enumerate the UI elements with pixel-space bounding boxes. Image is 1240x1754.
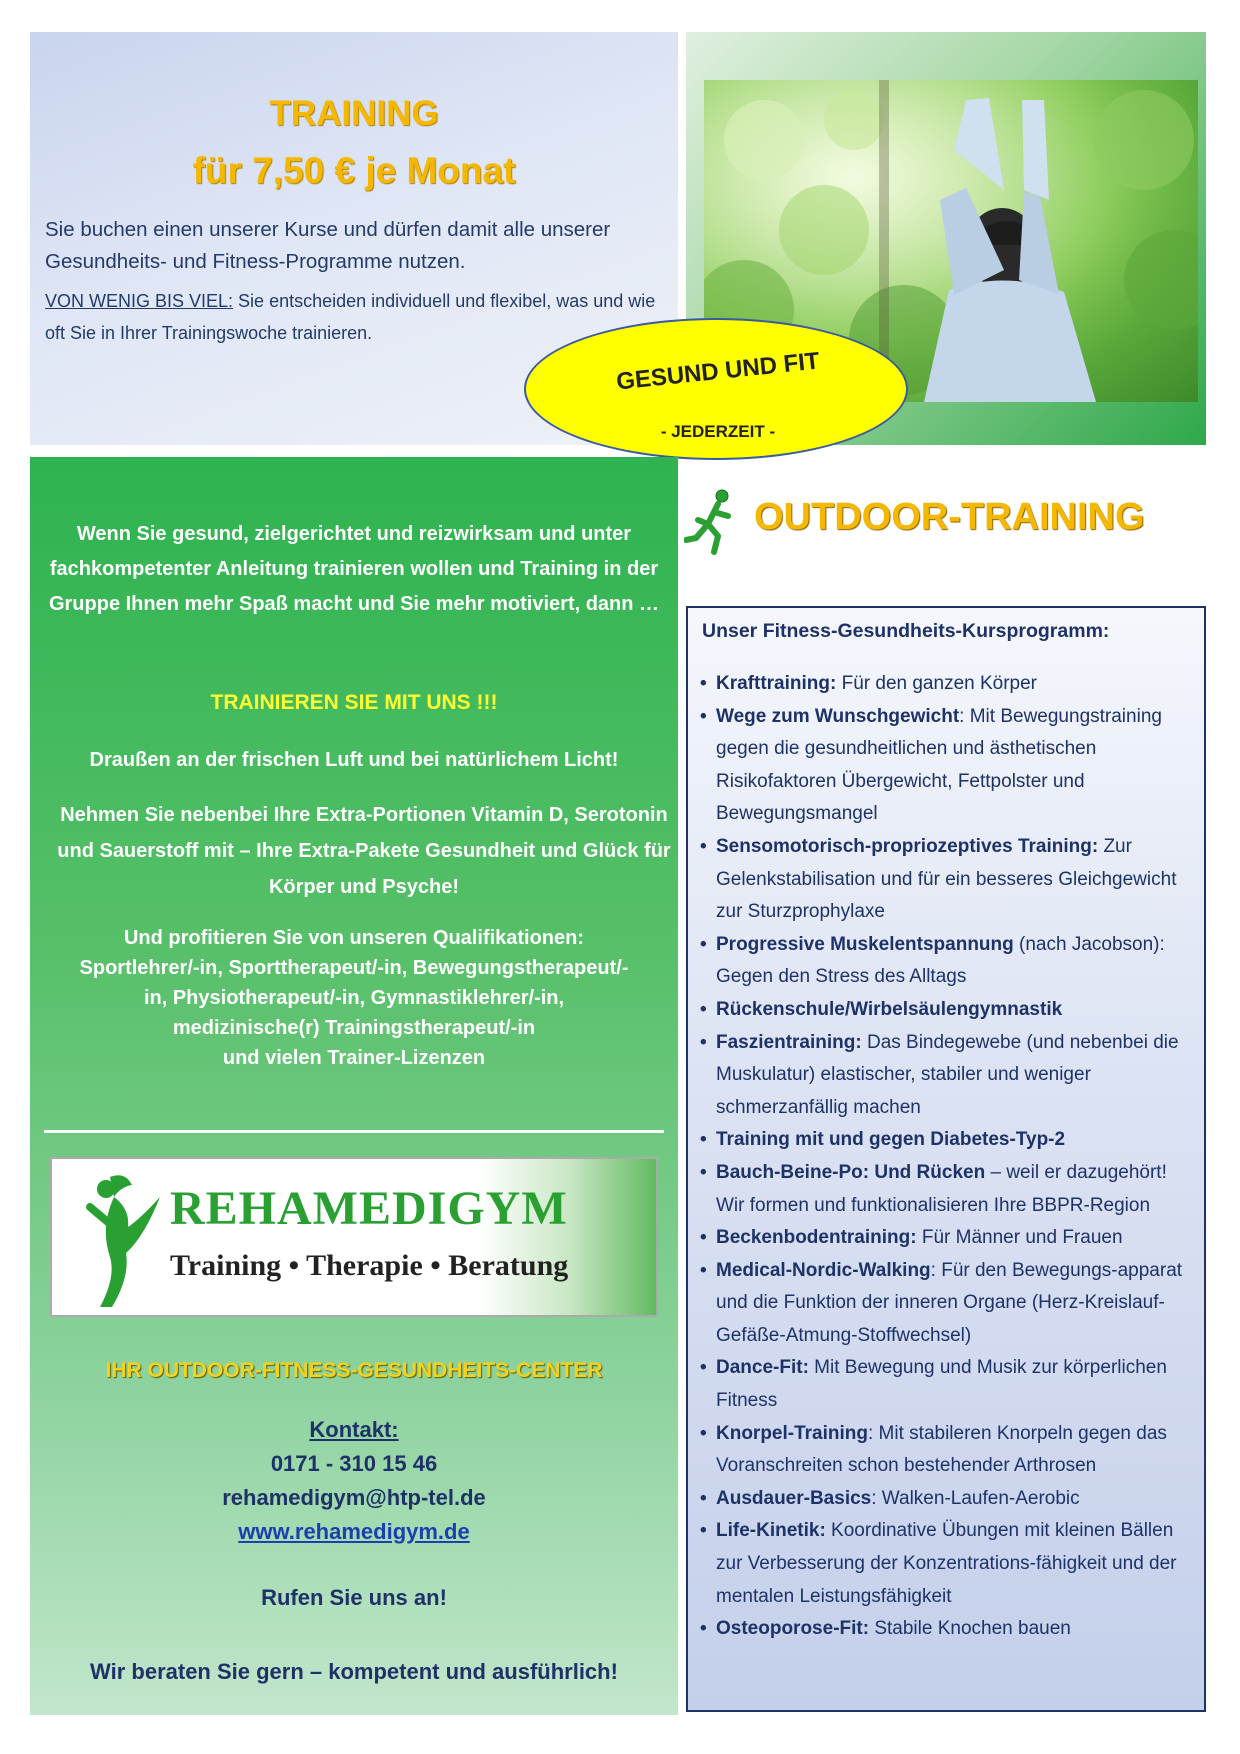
qualifications-text [40,923,668,1073]
program-item [700,701,1196,831]
center-name: IHR OUTDOOR-FITNESS-GESUNDHEITS-CENTER [105,1359,603,1382]
contact-label: Kontakt: [309,1417,399,1442]
program-item [700,1255,1196,1353]
badge-title: GESUND UND FIT [615,347,821,396]
program-item-desc: Das Bindegewebe (und nebenbei die Muskulatur) elastischer, stabiler und weniger schmerzanfällig machen [716,1031,1179,1118]
program-item [700,1352,1196,1417]
badge-subtitle: - JEDERZEIT - [660,422,776,441]
contact-email: rehamedigym@htp-tel.de [222,1485,486,1510]
program-item-name: Krafttraining: [716,673,837,694]
program-title: Unser Fitness-Gesundheits-Kursprogramm: [702,620,1110,642]
program-item-desc: : Walken-Laufen-Aerobic [871,1487,1080,1509]
program-item [700,994,1196,1027]
training-price: für 7,50 € je Monat [192,150,516,191]
program-item-name: Life-Kinetik: [716,1520,826,1542]
program-item-desc: Mit Bewegung und Musik zur körperlichen Fitness [716,1357,1167,1412]
program-item [700,668,1196,701]
advise-text: Wir beraten Sie gern – kompetent und ausführlich! [90,1659,618,1684]
program-item-desc: – weil er dazugehört! Wir formen und funktionalisieren Ihre BBPR-Region [716,1161,1167,1216]
program-item [700,1418,1196,1483]
program-item-desc: : Für den Bewegungs-apparat und die Funktion der inneren Organe (Herz-Kreislauf-Gefäße-Atmung-Stoffwechsel) [716,1259,1183,1346]
program-item-name: Sensomotorisch-propriozeptives Training: [716,835,1099,857]
program-item-name: Dance-Fit: [716,1357,809,1379]
program-item [700,929,1196,994]
program-item-name: Faszientraining: [716,1031,862,1053]
logo-name: REHAMEDIGYM [170,1182,568,1235]
program-item [700,1124,1196,1157]
program-item [700,1027,1196,1125]
program-item-name: Knorpel-Training [716,1422,868,1444]
training-title: TRAINING [269,94,439,133]
program-item-name: Osteoporose-Fit: [716,1618,870,1640]
program-item [700,1613,1196,1646]
program-item [700,1515,1196,1613]
program-item [700,1483,1196,1516]
program-item-name: Rückenschule/Wirbelsäulengymnastik [716,998,1063,1020]
program-item-desc: Koordinative Übungen mit kleinen Bällen zur Verbesserung der Konzentrations-fähigkeit und der mentalen Leistungsfähigkeit [716,1520,1177,1607]
program-item [700,831,1196,929]
call-us-text: Rufen Sie uns an! [261,1585,447,1610]
program-item-name: Beckenbodentraining: [716,1227,917,1249]
intro-text: Wenn Sie gesund, zielgerichtet und reizwirksam und unter fachkompetenter Anleitung trainieren wollen und Training in der Gruppe Ihnen mehr Spaß macht und Sie mehr motiviert, dann … [48,523,660,615]
qualifications-line: und vielen Trainer-Lizenzen [222,1047,486,1069]
program-item-name: Wege zum Wunschgewicht [716,705,960,727]
jumping-figure-icon [70,1167,166,1313]
qualifications-line: Sportlehrer/-in, Sporttherapeut/-in, Bewegungstherapeut/- [79,957,629,979]
rehamedigym-logo [50,1157,658,1317]
flex-lead: VON WENIG BIS VIEL: [45,291,234,311]
program-item-name: Progressive Muskelentspannung [716,933,1014,955]
program-item-desc: : Mit Bewegungstraining gegen die gesundheitlichen und ästhetischen Risikofaktoren Übergewicht, Fettpolster und Bewegungsmangel [716,705,1162,825]
program-item-desc: Zur Gelenkstabilisation und für ein besseres Gleichgewicht zur Sturzprophylaxe [716,835,1177,923]
qualifications-line: Und profitieren Sie von unseren Qualifikationen: [123,927,585,949]
website-link[interactable]: www.rehamedigym.de [238,1519,470,1544]
program-item-name: Bauch-Beine-Po: Und Rücken [716,1161,986,1183]
outdoor-text: Draußen an der frischen Luft und bei natürlichem Licht! [89,749,619,771]
training-description: Sie buchen einen unserer Kurse und dürfen damit alle unserer Gesundheits- und Fitness-Programme nutzen. [45,218,611,273]
training-flex-text [45,285,665,349]
program-item [700,1222,1196,1255]
outdoor-training-title: OUTDOOR-TRAINING [754,496,1145,538]
vitamin-text: Nehmen Sie nebenbei Ihre Extra-Portionen Vitamin D, Serotonin und Sauerstoff mit – Ihre Extra-Pakete Gesundheit und Glück für Körper und Psyche! [57,804,671,898]
gesund-und-fit-badge [524,318,908,460]
running-man-icon [684,488,740,556]
flex-rest: Sie entscheiden individuell und flexibel, was und wie oft Sie in Ihrer Trainingswoche trainieren. [45,291,656,343]
program-item-name: Medical-Nordic-Walking [716,1259,931,1281]
program-item-desc: Stabile Knochen bauen [869,1618,1071,1640]
program-item-name: Ausdauer-Basics [716,1487,872,1509]
cta-heading: TRAINIEREN SIE MIT UNS !!! [210,691,498,714]
program-list [700,668,1196,1646]
logo-tagline: Training • Therapie • Beratung [170,1249,569,1282]
program-item [700,1157,1196,1222]
divider [44,1130,664,1133]
qualifications-line: medizinische(r) Trainingstherapeut/-in [172,1017,536,1039]
course-program-box [686,606,1206,1712]
program-item-desc: : Mit stabileren Knorpeln gegen das Voranschreiten schon bestehender Arthrosen [716,1422,1167,1477]
green-info-panel [30,457,678,1715]
program-item-name: Training mit und gegen Diabetes-Typ-2 [716,1129,1066,1151]
program-item-desc: Für Männer und Frauen [916,1227,1123,1249]
program-item-desc: Für den ganzen Körper [836,673,1038,694]
program-item-desc: (nach Jacobson): Gegen den Stress des Alltags [716,933,1165,988]
qualifications-line: in, Physiotherapeut/-in, Gymnastiklehrer/-in, [143,987,565,1009]
contact-phone: 0171 - 310 15 46 [270,1451,438,1476]
